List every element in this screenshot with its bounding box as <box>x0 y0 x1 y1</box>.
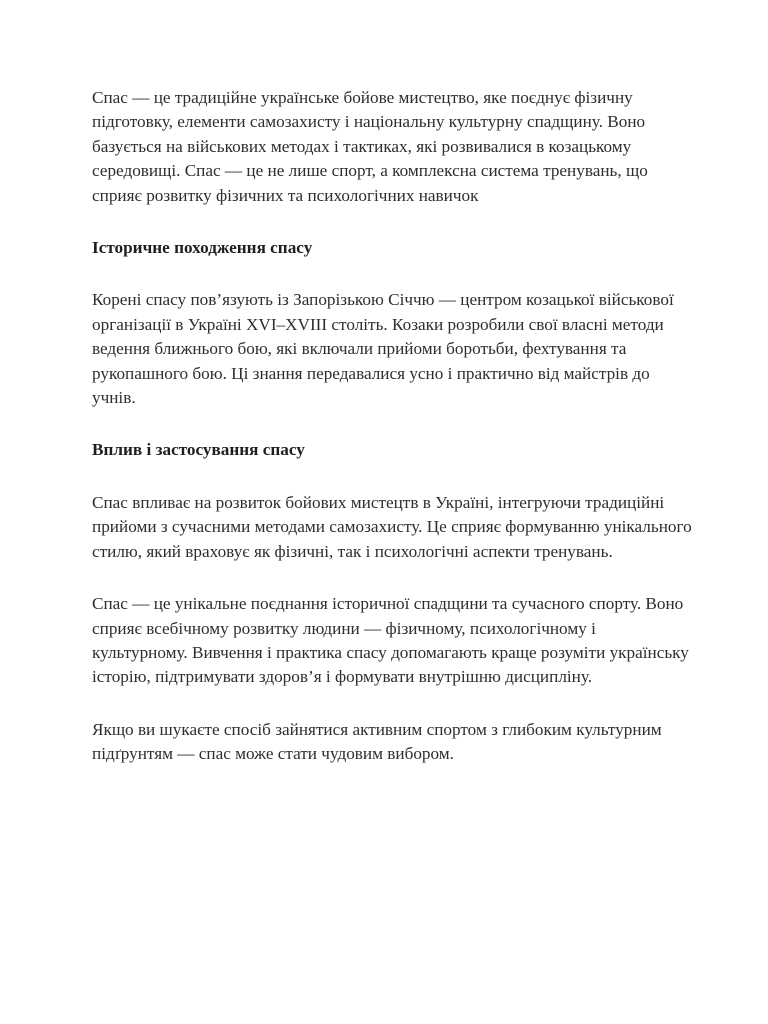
closing-paragraph: Якщо ви шукаєте спосіб зайнятися активним спортом з глибоким культурним підґрунтям — спас може стати чудовим вибором. <box>92 719 662 764</box>
intro-paragraph: Спас — це традиційне українське бойове мистецтво, яке поєднує фізичну підготовку, елементи самозахисту і національну культурну спадщину. Воно базується на військових методах і тактиках, які розвивалися в козацькому середовищі. Спас — це не лише спорт, а комплексна система тренувань, що сприяє розвитку фізичних та психологічних навичок <box>92 88 648 205</box>
section-heading-influence: Вплив і застосування спасу <box>92 440 305 460</box>
influence-paragraph: Спас впливає на розвиток бойових мистецтв в Україні, інтегруючи традиційні прийоми з сучасними методами самозахисту. Це сприяє формуванню унікального стилю, який враховує як фізичні, так і психологічні аспекти тренувань. <box>92 492 692 561</box>
document-body <box>92 86 692 795</box>
section-heading-history: Історичне походження спасу <box>92 238 313 258</box>
history-paragraph: Корені спасу пов’язують із Запорізькою Січчю — центром козацької військової організації в Україні XVI–XVIII століть. Козаки розробили свої власні методи ведення ближнього бою, які включали прийоми боротьби, фехтування та рукопашного бою. Ці знання передавалися усно і практично від майстрів до учнів. <box>92 290 674 408</box>
conclusion-paragraph: Спас — це унікальне поєднання історичної спадщини та сучасного спорту. Воно сприяє всебічному розвитку людини — фізичному, психологічному і культурному. Вивчення і практика спасу допомагають краще розуміти українську історію, підтримувати здоров’я і формувати внутрішню дисципліну. <box>92 594 689 687</box>
